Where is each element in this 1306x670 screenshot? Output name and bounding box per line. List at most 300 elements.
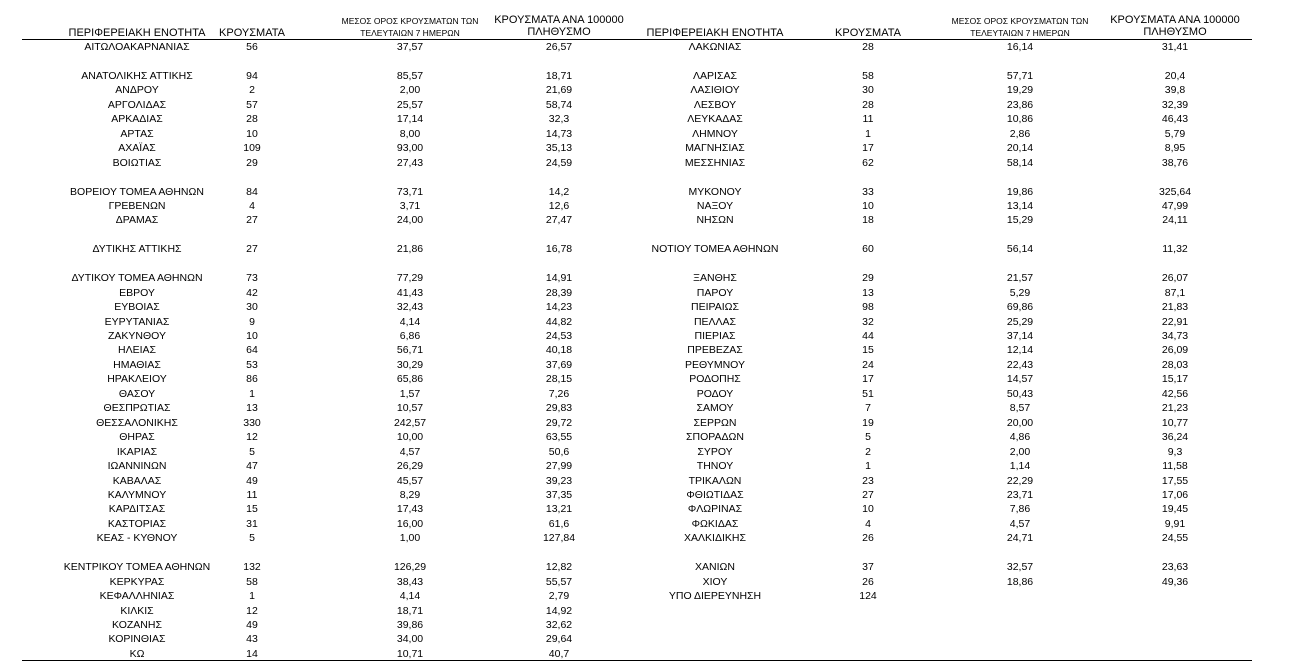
right-row-per100k: 17,55	[1161, 474, 1189, 487]
right-row-cases: 51	[862, 387, 874, 400]
right-row-per100k: 39,8	[1164, 84, 1186, 97]
right-row-region: ΠΡΕΒΕΖΑΣ	[687, 344, 743, 357]
right-row-cases: 13	[862, 286, 874, 299]
right-row-region: ΝΟΤΙΟΥ ΤΟΜΕΑ ΑΘΗΝΩΝ	[651, 243, 779, 256]
right-row-per100k: 11,58	[1162, 460, 1188, 473]
left-row-cases: 86	[246, 373, 258, 386]
left-row-avg: 16,00	[396, 517, 424, 530]
right-row-region: ΧΙΟΥ	[702, 575, 728, 588]
right-row-per100k: 9,91	[1164, 517, 1186, 530]
left-row-per100k: 24,59	[545, 156, 573, 169]
left-row-per100k: 58,74	[545, 98, 573, 111]
right-row-region: ΠΕΙΡΑΙΩΣ	[691, 301, 739, 314]
left-header-region: ΠΕΡΙΦΕΡΕΙΑΚΗ ΕΝΟΤΗΤΑ	[68, 27, 206, 39]
left-row-cases: 84	[246, 185, 258, 198]
left-row-cases: 29	[246, 156, 258, 169]
left-row-region: ΒΟΙΩΤΙΑΣ	[112, 156, 162, 169]
right-header-avg-line1: ΜΕΣΟΣ ΟΡΟΣ ΚΡΟΥΣΜΑΤΩΝ ΤΩΝ	[951, 16, 1089, 26]
right-row-cases: 28	[862, 98, 874, 111]
left-row-per100k: 44,82	[545, 315, 573, 328]
right-row-cases: 23	[862, 474, 874, 487]
right-row-avg: 32,57	[1006, 561, 1034, 574]
right-row-cases: 58	[862, 69, 874, 82]
left-row-cases: 11	[246, 488, 258, 501]
left-row-per100k: 18,71	[545, 69, 573, 82]
right-row-region: ΛΑΣΙΘΙΟΥ	[690, 84, 740, 97]
left-row-per100k: 39,23	[545, 474, 573, 487]
left-row-region: ΗΜΑΘΙΑΣ	[113, 358, 161, 371]
right-row-per100k: 20,4	[1164, 69, 1186, 82]
right-row-avg: 23,86	[1006, 98, 1034, 111]
right-row-per100k: 32,39	[1161, 98, 1189, 111]
left-row-avg: 4,14	[399, 315, 421, 328]
right-row-cases: 4	[865, 517, 871, 530]
left-row-cases: 9	[249, 315, 255, 328]
right-row-avg: 21,57	[1006, 272, 1034, 285]
right-row-cases: 7	[865, 402, 871, 415]
left-row-avg: 37,57	[396, 41, 424, 53]
left-row-region: ΘΗΡΑΣ	[119, 431, 155, 444]
left-row-avg: 1,57	[399, 387, 421, 400]
left-row-per100k: 35,13	[545, 142, 573, 155]
right-row-cases: 11	[862, 113, 874, 126]
right-row-avg: 8,57	[1009, 402, 1031, 415]
left-row-region: ΔΥΤΙΚΗΣ ΑΤΤΙΚΗΣ	[92, 243, 182, 256]
left-row-per100k: 29,83	[545, 402, 573, 415]
right-row-region: ΜΥΚΟΝΟΥ	[688, 185, 742, 198]
left-row-cases: 2	[249, 84, 255, 97]
left-row-cases: 42	[246, 286, 258, 299]
left-row-per100k: 26,57	[545, 41, 573, 53]
right-row-per100k: 87,1	[1164, 286, 1186, 299]
right-row-avg: 15,29	[1006, 214, 1034, 227]
left-row-cases: 5	[249, 445, 255, 458]
left-row-per100k: 21,69	[545, 84, 573, 97]
right-row-avg: 2,86	[1009, 127, 1031, 140]
right-row-cases: 28	[862, 41, 874, 53]
right-row-cases: 19	[862, 416, 874, 429]
left-row-cases: 330	[243, 416, 261, 429]
left-row-per100k: 13,21	[545, 503, 573, 516]
left-row-cases: 1	[249, 590, 255, 603]
left-row-region: ΑΡΓΟΛΙΔΑΣ	[107, 98, 167, 111]
right-row-cases: 44	[862, 330, 874, 342]
left-row-avg: 73,71	[396, 185, 424, 198]
right-row-per100k: 15,17	[1161, 373, 1189, 386]
right-row-region: ΠΙΕΡΙΑΣ	[694, 330, 736, 342]
left-row-region: ΚΑΒΑΛΑΣ	[112, 474, 162, 487]
right-row-per100k: 10,77	[1161, 416, 1189, 429]
left-row-avg: 65,86	[396, 373, 424, 386]
right-row-per100k: 24,55	[1161, 532, 1189, 545]
left-row-region: ΚΩ	[129, 647, 145, 660]
left-row-per100k: 32,3	[548, 113, 570, 126]
right-row-avg: 4,57	[1009, 517, 1031, 530]
right-row-avg: 4,86	[1009, 431, 1031, 444]
left-row-avg: 10,00	[396, 431, 424, 444]
right-row-avg: 14,57	[1006, 373, 1034, 386]
left-row-per100k: 14,2	[548, 185, 570, 198]
right-header-cases: ΚΡΟΥΣΜΑΤΑ	[835, 27, 901, 39]
right-row-cases: 124	[859, 590, 877, 603]
left-row-region: ΕΒΡΟΥ	[119, 286, 155, 299]
right-row-cases: 2	[865, 445, 871, 458]
right-row-cases: 33	[862, 185, 874, 198]
right-row-cases: 26	[862, 532, 874, 545]
right-row-cases: 98	[862, 301, 874, 314]
right-row-region: ΣΕΡΡΩΝ	[693, 416, 737, 429]
right-row-per100k: 22,91	[1161, 315, 1189, 328]
right-row-avg: 25,29	[1006, 315, 1034, 328]
right-row-per100k: 34,73	[1161, 330, 1189, 342]
right-row-per100k: 38,76	[1161, 156, 1189, 169]
left-row-region: ΕΥΡΥΤΑΝΙΑΣ	[104, 315, 170, 328]
right-header-per100k-line1: ΚΡΟΥΣΜΑΤΑ ΑΝΑ 100000	[1110, 14, 1240, 26]
left-row-avg: 34,00	[396, 633, 424, 646]
left-row-avg: 4,14	[399, 590, 421, 603]
left-row-region: ΑΧΑΪΑΣ	[118, 142, 156, 155]
left-row-avg: 56,71	[396, 344, 424, 357]
right-row-region: ΛΑΚΩΝΙΑΣ	[688, 41, 742, 53]
left-header-per100k-line1: ΚΡΟΥΣΜΑΤΑ ΑΝΑ 100000	[494, 14, 624, 26]
right-row-region: ΛΑΡΙΣΑΣ	[693, 69, 737, 82]
left-row-region: ΑΝΑΤΟΛΙΚΗΣ ΑΤΤΙΚΗΣ	[81, 69, 193, 82]
right-row-cases: 24	[862, 358, 874, 371]
left-row-cases: 56	[246, 41, 258, 53]
right-row-avg: 19,29	[1006, 84, 1034, 97]
right-row-avg: 23,71	[1006, 488, 1034, 501]
left-row-cases: 132	[243, 561, 261, 574]
left-row-avg: 41,43	[396, 286, 424, 299]
right-row-per100k: 24,11	[1162, 214, 1188, 227]
left-row-region: ΑΙΤΩΛΟΑΚΑΡΝΑΝΙΑΣ	[84, 41, 190, 53]
left-row-cases: 5	[249, 532, 255, 545]
left-row-avg: 10,57	[396, 402, 424, 415]
left-row-per100k: 14,73	[545, 127, 573, 140]
right-row-per100k: 28,03	[1161, 358, 1189, 371]
right-row-cases: 10	[862, 199, 874, 212]
left-row-region: ΔΥΤΙΚΟΥ ΤΟΜΕΑ ΑΘΗΝΩΝ	[71, 272, 203, 285]
right-row-cases: 1	[865, 460, 871, 473]
right-row-cases: 37	[862, 561, 874, 574]
left-row-region: ΙΚΑΡΙΑΣ	[116, 445, 158, 458]
right-row-per100k: 26,09	[1161, 344, 1189, 357]
right-row-region: ΜΕΣΣΗΝΙΑΣ	[684, 156, 746, 169]
left-row-avg: 126,29	[393, 561, 427, 574]
left-header-cases: ΚΡΟΥΣΜΑΤΑ	[219, 27, 285, 39]
right-row-cases: 15	[862, 344, 874, 357]
right-row-avg: 7,86	[1009, 503, 1031, 516]
left-row-region: ΚΕΑΣ - ΚΥΘΝΟΥ	[96, 532, 178, 545]
left-row-per100k: 40,7	[548, 647, 570, 660]
left-row-region: ΚΟΡΙΝΘΙΑΣ	[108, 633, 166, 646]
left-row-avg: 26,29	[396, 460, 424, 473]
left-row-region: ΚΑΣΤΟΡΙΑΣ	[107, 517, 167, 530]
right-row-avg: 57,71	[1006, 69, 1034, 82]
right-row-cases: 60	[862, 243, 874, 256]
left-row-avg: 27,43	[396, 156, 424, 169]
left-row-per100k: 12,82	[545, 561, 573, 574]
left-row-cases: 1	[249, 387, 255, 400]
left-row-region: ΚΑΡΔΙΤΣΑΣ	[108, 503, 166, 516]
right-row-region: ΣΠΟΡΑΔΩΝ	[686, 431, 744, 444]
left-row-avg: 24,00	[396, 214, 424, 227]
right-row-region: ΛΕΥΚΑΔΑΣ	[687, 113, 743, 126]
left-row-avg: 77,29	[396, 272, 424, 285]
left-row-region: ΚΕΡΚΥΡΑΣ	[109, 575, 165, 588]
right-row-avg: 1,14	[1009, 460, 1031, 473]
left-row-per100k: 7,26	[548, 387, 570, 400]
left-row-per100k: 37,69	[545, 358, 573, 371]
left-row-cases: 64	[246, 344, 258, 357]
right-row-per100k: 17,06	[1161, 488, 1189, 501]
left-row-cases: 49	[246, 474, 258, 487]
right-row-per100k: 5,79	[1164, 127, 1186, 140]
right-row-avg: 16,14	[1006, 41, 1034, 53]
left-row-per100k: 127,84	[542, 532, 576, 545]
left-row-region: ΓΡΕΒΕΝΩΝ	[108, 199, 166, 212]
left-row-region: ΚΑΛΥΜΝΟΥ	[107, 488, 167, 501]
right-row-region: ΣΑΜΟΥ	[696, 402, 734, 415]
right-row-cases: 10	[862, 503, 874, 516]
right-row-avg: 12,14	[1006, 344, 1034, 357]
left-row-cases: 47	[246, 460, 258, 473]
right-row-per100k: 21,23	[1161, 402, 1189, 415]
left-row-cases: 57	[246, 98, 258, 111]
right-row-per100k: 9,3	[1167, 445, 1183, 458]
right-row-avg: 22,29	[1006, 474, 1034, 487]
left-row-cases: 15	[246, 503, 258, 516]
left-row-cases: 10	[246, 330, 258, 342]
left-row-avg: 6,86	[399, 330, 421, 342]
right-row-region: ΡΕΘΥΜΝΟΥ	[684, 358, 745, 371]
left-row-avg: 18,71	[396, 604, 424, 617]
left-row-region: ΘΕΣΠΡΩΤΙΑΣ	[103, 402, 171, 415]
left-row-per100k: 55,57	[545, 575, 573, 588]
right-row-avg: 69,86	[1006, 301, 1034, 314]
left-row-avg: 30,29	[396, 358, 424, 371]
right-row-avg: 19,86	[1006, 185, 1034, 198]
left-row-cases: 30	[246, 301, 258, 314]
right-row-cases: 27	[862, 488, 874, 501]
left-row-region: ΗΛΕΙΑΣ	[117, 344, 156, 357]
right-row-cases: 26	[862, 575, 874, 588]
right-row-region: ΠΕΛΛΑΣ	[693, 315, 737, 328]
right-row-per100k: 8,95	[1164, 142, 1186, 155]
right-row-avg: 13,14	[1006, 199, 1034, 212]
left-row-cases: 13	[246, 402, 258, 415]
left-row-cases: 73	[246, 272, 258, 285]
left-row-cases: 94	[246, 69, 258, 82]
right-row-cases: 62	[862, 156, 874, 169]
right-row-region: ΞΑΝΘΗΣ	[693, 272, 737, 285]
left-row-per100k: 12,6	[548, 199, 570, 212]
left-row-avg: 8,00	[399, 127, 421, 140]
left-row-per100k: 24,53	[545, 330, 573, 342]
right-row-region: ΛΕΣΒΟΥ	[693, 98, 737, 111]
left-row-per100k: 40,18	[545, 344, 573, 357]
left-row-region: ΙΩΑΝΝΙΝΩΝ	[107, 460, 167, 473]
right-row-cases: 17	[862, 373, 874, 386]
left-row-avg: 45,57	[396, 474, 424, 487]
left-row-per100k: 16,78	[545, 243, 573, 256]
right-row-region: ΦΛΩΡΙΝΑΣ	[687, 503, 743, 516]
right-header-avg	[930, 15, 1110, 39]
left-row-cases: 12	[246, 431, 258, 444]
right-row-per100k: 46,43	[1161, 113, 1189, 126]
left-row-avg: 10,71	[396, 647, 424, 660]
left-row-region: ΕΥΒΟΙΑΣ	[114, 301, 160, 314]
right-row-cases: 1	[865, 127, 871, 140]
left-row-per100k: 61,6	[548, 517, 570, 530]
right-row-region: ΡΟΔΟΠΗΣ	[689, 373, 741, 386]
left-row-region: ΖΑΚΥΝΘΟΥ	[107, 330, 166, 342]
right-row-per100k: 21,83	[1161, 301, 1189, 314]
right-row-avg: 18,86	[1006, 575, 1034, 588]
right-row-per100k: 47,99	[1161, 199, 1189, 212]
right-row-cases: 18	[862, 214, 874, 227]
right-row-region: ΥΠΟ ΔΙΕΡΕΥΝΗΣΗ	[668, 590, 762, 603]
left-row-avg: 93,00	[396, 142, 424, 155]
left-row-avg: 242,57	[393, 416, 427, 429]
right-row-region: ΤΡΙΚΑΛΩΝ	[688, 474, 742, 487]
right-header-per100k-line2: ΠΛΗΘΥΣΜΟ	[1143, 26, 1207, 38]
right-row-per100k: 26,07	[1161, 272, 1189, 285]
left-header-per100k-line2: ΠΛΗΘΥΣΜΟ	[527, 26, 591, 38]
right-table	[0, 40, 1306, 660]
left-row-avg: 4,57	[399, 445, 421, 458]
right-row-cases: 32	[862, 315, 874, 328]
left-row-cases: 58	[246, 575, 258, 588]
left-row-cases: 31	[246, 517, 258, 530]
left-row-cases: 4	[249, 199, 255, 212]
right-row-per100k: 19,45	[1161, 503, 1189, 516]
left-row-region: ΔΡΑΜΑΣ	[115, 214, 159, 227]
right-header-avg-line2: ΤΕΛΕΥΤΑΙΩΝ 7 ΗΜΕΡΩΝ	[970, 28, 1070, 38]
right-row-cases: 17	[862, 142, 874, 155]
left-row-per100k: 63,55	[545, 431, 573, 444]
left-row-region: ΚΕΝΤΡΙΚΟΥ ΤΟΜΕΑ ΑΘΗΝΩΝ	[63, 561, 211, 574]
right-row-avg: 58,14	[1006, 156, 1034, 169]
left-row-avg: 39,86	[396, 619, 424, 631]
right-row-region: ΦΩΚΙΔΑΣ	[691, 517, 739, 530]
left-row-per100k: 14,91	[545, 272, 573, 285]
left-row-region: ΚΟΖΑΝΗΣ	[112, 619, 162, 631]
right-row-region: ΝΑΞΟΥ	[696, 199, 734, 212]
right-row-region: ΠΑΡΟΥ	[696, 286, 734, 299]
right-row-region: ΝΗΣΩΝ	[696, 214, 734, 227]
left-row-per100k: 28,39	[545, 286, 573, 299]
right-row-per100k: 49,36	[1161, 575, 1189, 588]
right-row-avg: 5,29	[1009, 286, 1031, 299]
left-row-region: ΚΙΛΚΙΣ	[120, 604, 154, 617]
left-header-avg-line2: ΤΕΛΕΥΤΑΙΩΝ 7 ΗΜΕΡΩΝ	[360, 28, 460, 38]
left-row-per100k: 27,47	[545, 214, 573, 227]
left-row-region: ΘΕΣΣΑΛΟΝΙΚΗΣ	[96, 416, 178, 429]
right-row-per100k: 23,63	[1161, 561, 1189, 574]
right-row-region: ΛΗΜΝΟΥ	[692, 127, 738, 140]
left-row-per100k: 28,15	[545, 373, 573, 386]
left-row-avg: 3,71	[399, 199, 421, 212]
right-row-region: ΧΑΛΚΙΔΙΚΗΣ	[684, 532, 746, 545]
left-row-avg: 85,57	[396, 69, 424, 82]
left-header-avg	[320, 15, 500, 39]
left-row-avg: 1,00	[399, 532, 421, 545]
right-row-cases: 5	[865, 431, 871, 444]
right-row-per100k: 11,32	[1162, 243, 1188, 256]
left-row-region: ΑΡΤΑΣ	[120, 127, 154, 140]
left-row-region: ΑΝΔΡΟΥ	[115, 84, 159, 97]
right-row-per100k: 31,41	[1161, 41, 1189, 53]
left-row-per100k: 50,6	[548, 445, 570, 458]
left-row-per100k: 29,72	[545, 416, 573, 429]
right-row-avg: 56,14	[1006, 243, 1034, 256]
left-header-avg-line1: ΜΕΣΟΣ ΟΡΟΣ ΚΡΟΥΣΜΑΤΩΝ ΤΩΝ	[341, 16, 479, 26]
right-row-region: ΡΟΔΟΥ	[696, 387, 734, 400]
left-row-per100k: 27,99	[545, 460, 573, 473]
left-row-avg: 38,43	[396, 575, 424, 588]
left-row-cases: 109	[243, 142, 261, 155]
left-row-cases: 14	[246, 647, 258, 660]
left-row-region: ΗΡΑΚΛΕΙΟΥ	[107, 373, 167, 386]
left-row-cases: 28	[246, 113, 258, 126]
left-row-region: ΑΡΚΑΔΙΑΣ	[111, 113, 163, 126]
right-row-region: ΜΑΓΝΗΣΙΑΣ	[685, 142, 745, 155]
right-row-region: ΦΘΙΩΤΙΔΑΣ	[686, 488, 744, 501]
right-row-avg: 20,14	[1006, 142, 1034, 155]
right-header-per100k	[1090, 14, 1260, 38]
left-row-avg: 25,57	[396, 98, 424, 111]
left-row-cases: 43	[246, 633, 258, 646]
right-row-per100k: 325,64	[1158, 185, 1192, 198]
right-header-region: ΠΕΡΙΦΕΡΕΙΑΚΗ ΕΝΟΤΗΤΑ	[646, 27, 784, 39]
left-row-avg: 21,86	[396, 243, 424, 256]
right-row-region: ΣΥΡΟΥ	[697, 445, 733, 458]
left-row-per100k: 32,62	[545, 619, 573, 631]
left-row-avg: 8,29	[399, 488, 421, 501]
right-row-avg: 50,43	[1006, 387, 1034, 400]
right-row-avg: 24,71	[1006, 532, 1034, 545]
right-row-region: ΧΑΝΙΩΝ	[695, 561, 735, 574]
left-row-avg: 32,43	[396, 301, 424, 314]
left-row-region: ΘΑΣΟΥ	[118, 387, 156, 400]
left-row-region: ΒΟΡΕΙΟΥ ΤΟΜΕΑ ΑΘΗΝΩΝ	[70, 185, 204, 198]
left-row-cases: 10	[246, 127, 258, 140]
left-row-cases: 27	[246, 214, 258, 227]
right-row-avg: 2,00	[1009, 445, 1031, 458]
left-row-cases: 53	[246, 358, 258, 371]
right-row-avg: 20,00	[1006, 416, 1034, 429]
left-row-region: ΚΕΦΑΛΛΗΝΙΑΣ	[99, 590, 175, 603]
right-row-cases: 30	[862, 84, 874, 97]
left-row-per100k: 14,23	[545, 301, 573, 314]
left-row-per100k: 37,35	[545, 488, 573, 501]
right-row-per100k: 42,56	[1161, 387, 1189, 400]
left-row-avg: 17,43	[396, 503, 424, 516]
left-row-per100k: 29,64	[545, 633, 573, 646]
right-row-avg: 10,86	[1006, 113, 1034, 126]
right-row-cases: 29	[862, 272, 874, 285]
left-row-avg: 17,14	[396, 113, 424, 126]
left-row-cases: 49	[246, 619, 258, 631]
left-row-per100k: 2,79	[548, 590, 570, 603]
left-row-avg: 2,00	[399, 84, 421, 97]
right-row-avg: 22,43	[1006, 358, 1034, 371]
left-row-per100k: 14,92	[545, 604, 573, 617]
left-row-cases: 12	[246, 604, 258, 617]
right-row-region: ΤΗΝΟΥ	[696, 460, 734, 473]
left-row-cases: 27	[246, 243, 258, 256]
